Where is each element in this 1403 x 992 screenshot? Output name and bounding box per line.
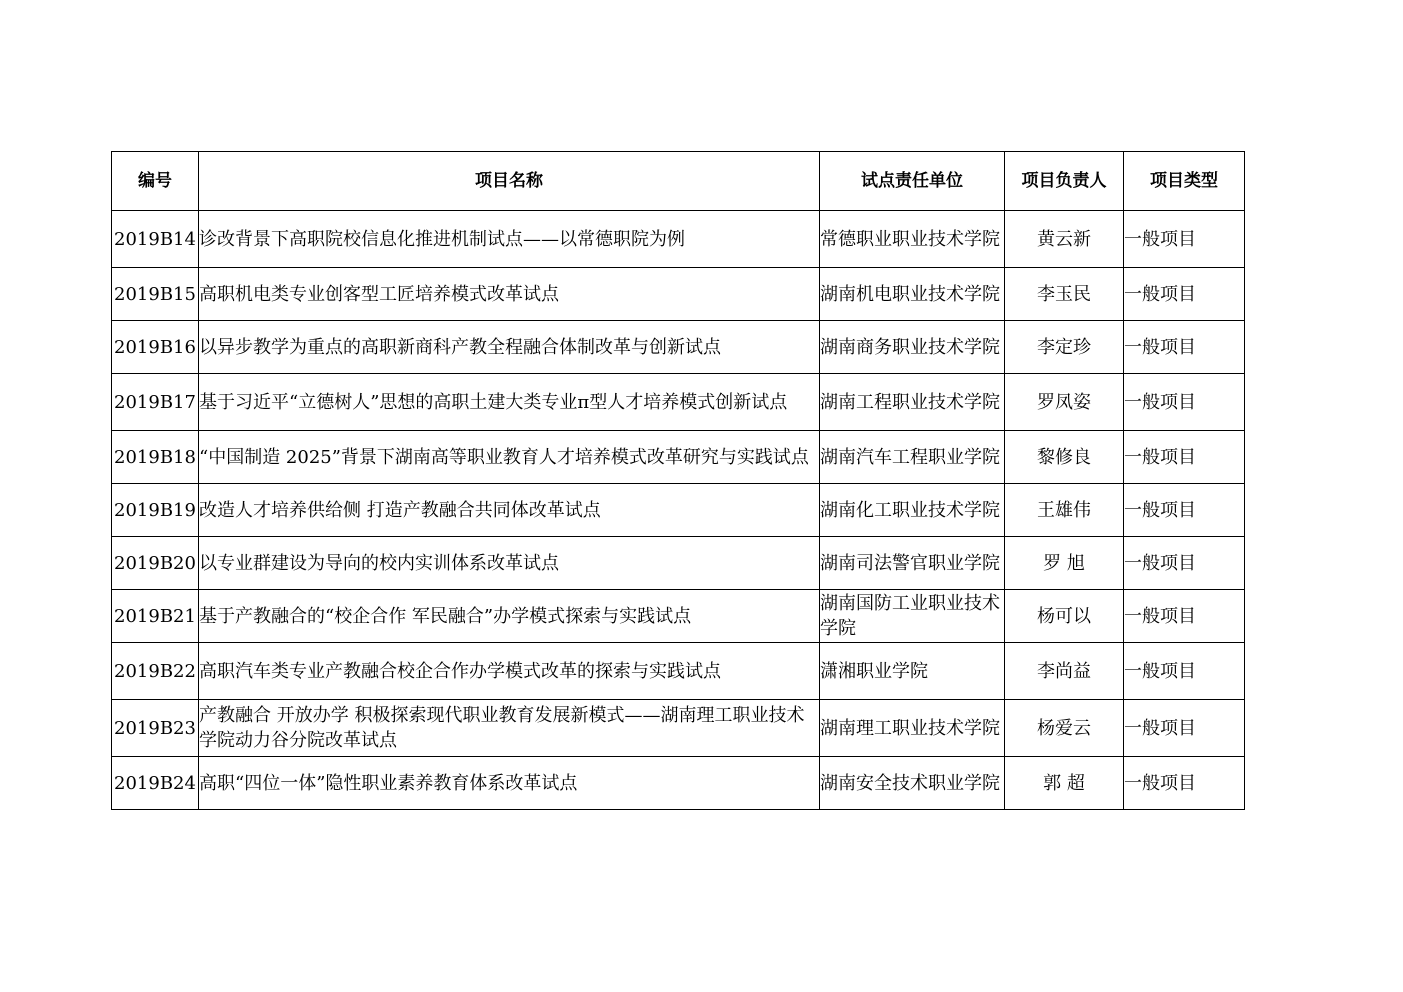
cell-leader: 罗凤姿: [1005, 374, 1124, 431]
header-unit: 试点责任单位: [820, 152, 1005, 211]
cell-leader: 杨可以: [1005, 590, 1124, 643]
cell-unit: 湖南工程职业技术学院: [820, 374, 1005, 431]
cell-name: 诊改背景下高职院校信息化推进机制试点——以常德职院为例: [199, 211, 820, 268]
cell-code: 2019B16: [112, 321, 199, 374]
cell-unit: 湖南汽车工程职业学院: [820, 431, 1005, 484]
cell-name: “中国制造 2025”背景下湖南高等职业教育人才培养模式改革研究与实践试点: [199, 431, 820, 484]
cell-unit: 湖南商务职业技术学院: [820, 321, 1005, 374]
table-row: [112, 757, 1245, 810]
cell-unit: 湖南机电职业技术学院: [820, 268, 1005, 321]
header-leader: 项目负责人: [1005, 152, 1124, 211]
cell-leader: 杨爱云: [1005, 700, 1124, 757]
table-row: [112, 374, 1245, 431]
cell-name: 高职“四位一体”隐性职业素养教育体系改革试点: [199, 757, 820, 810]
cell-type: 一般项目: [1124, 484, 1245, 537]
cell-code: 2019B23: [112, 700, 199, 757]
cell-code: 2019B14: [112, 211, 199, 268]
cell-code: 2019B17: [112, 374, 199, 431]
cell-type: 一般项目: [1124, 321, 1245, 374]
cell-name: 以专业群建设为导向的校内实训体系改革试点: [199, 537, 820, 590]
cell-name: 产教融合 开放办学 积极探索现代职业教育发展新模式——湖南理工职业技术学院动力谷分院改革试点: [199, 700, 820, 757]
cell-code: 2019B15: [112, 268, 199, 321]
cell-type: 一般项目: [1124, 268, 1245, 321]
cell-name: 高职机电类专业创客型工匠培养模式改革试点: [199, 268, 820, 321]
cell-code: 2019B22: [112, 643, 199, 700]
cell-unit: 湖南国防工业职业技术学院: [820, 590, 1005, 643]
cell-name: 基于习近平“立德树人”思想的高职土建大类专业π型人才培养模式创新试点: [199, 374, 820, 431]
table-row: [112, 211, 1245, 268]
cell-unit: 潇湘职业学院: [820, 643, 1005, 700]
cell-name: 高职汽车类专业产教融合校企合作办学模式改革的探索与实践试点: [199, 643, 820, 700]
header-type: 项目类型: [1124, 152, 1245, 211]
cell-name: 改造人才培养供给侧 打造产教融合共同体改革试点: [199, 484, 820, 537]
table-body: [112, 211, 1245, 810]
cell-code: 2019B20: [112, 537, 199, 590]
cell-unit: 湖南安全技术职业学院: [820, 757, 1005, 810]
table-row: [112, 700, 1245, 757]
cell-type: 一般项目: [1124, 374, 1245, 431]
cell-type: 一般项目: [1124, 537, 1245, 590]
cell-leader: 李定珍: [1005, 321, 1124, 374]
cell-leader: 罗 旭: [1005, 537, 1124, 590]
table-row: [112, 321, 1245, 374]
cell-unit: 常德职业职业技术学院: [820, 211, 1005, 268]
cell-unit: 湖南司法警官职业学院: [820, 537, 1005, 590]
table-row: [112, 537, 1245, 590]
cell-leader: 李尚益: [1005, 643, 1124, 700]
cell-type: 一般项目: [1124, 643, 1245, 700]
cell-code: 2019B19: [112, 484, 199, 537]
cell-leader: 郭 超: [1005, 757, 1124, 810]
cell-leader: 黎修良: [1005, 431, 1124, 484]
table-row: [112, 268, 1245, 321]
cell-code: 2019B24: [112, 757, 199, 810]
cell-code: 2019B18: [112, 431, 199, 484]
project-table: [111, 151, 1245, 810]
cell-leader: 黄云新: [1005, 211, 1124, 268]
cell-type: 一般项目: [1124, 757, 1245, 810]
cell-type: 一般项目: [1124, 211, 1245, 268]
cell-leader: 李玉民: [1005, 268, 1124, 321]
cell-type: 一般项目: [1124, 431, 1245, 484]
table-row: [112, 431, 1245, 484]
header-name: 项目名称: [199, 152, 820, 211]
table-row: [112, 484, 1245, 537]
cell-type: 一般项目: [1124, 700, 1245, 757]
cell-unit: 湖南理工职业技术学院: [820, 700, 1005, 757]
table-row: [112, 590, 1245, 643]
cell-unit: 湖南化工职业技术学院: [820, 484, 1005, 537]
cell-name: 基于产教融合的“校企合作 军民融合”办学模式探索与实践试点: [199, 590, 820, 643]
cell-name: 以异步教学为重点的高职新商科产教全程融合体制改革与创新试点: [199, 321, 820, 374]
cell-leader: 王雄伟: [1005, 484, 1124, 537]
table-row: [112, 643, 1245, 700]
table-header-row: [112, 152, 1245, 211]
header-code: 编号: [112, 152, 199, 211]
cell-code: 2019B21: [112, 590, 199, 643]
cell-type: 一般项目: [1124, 590, 1245, 643]
